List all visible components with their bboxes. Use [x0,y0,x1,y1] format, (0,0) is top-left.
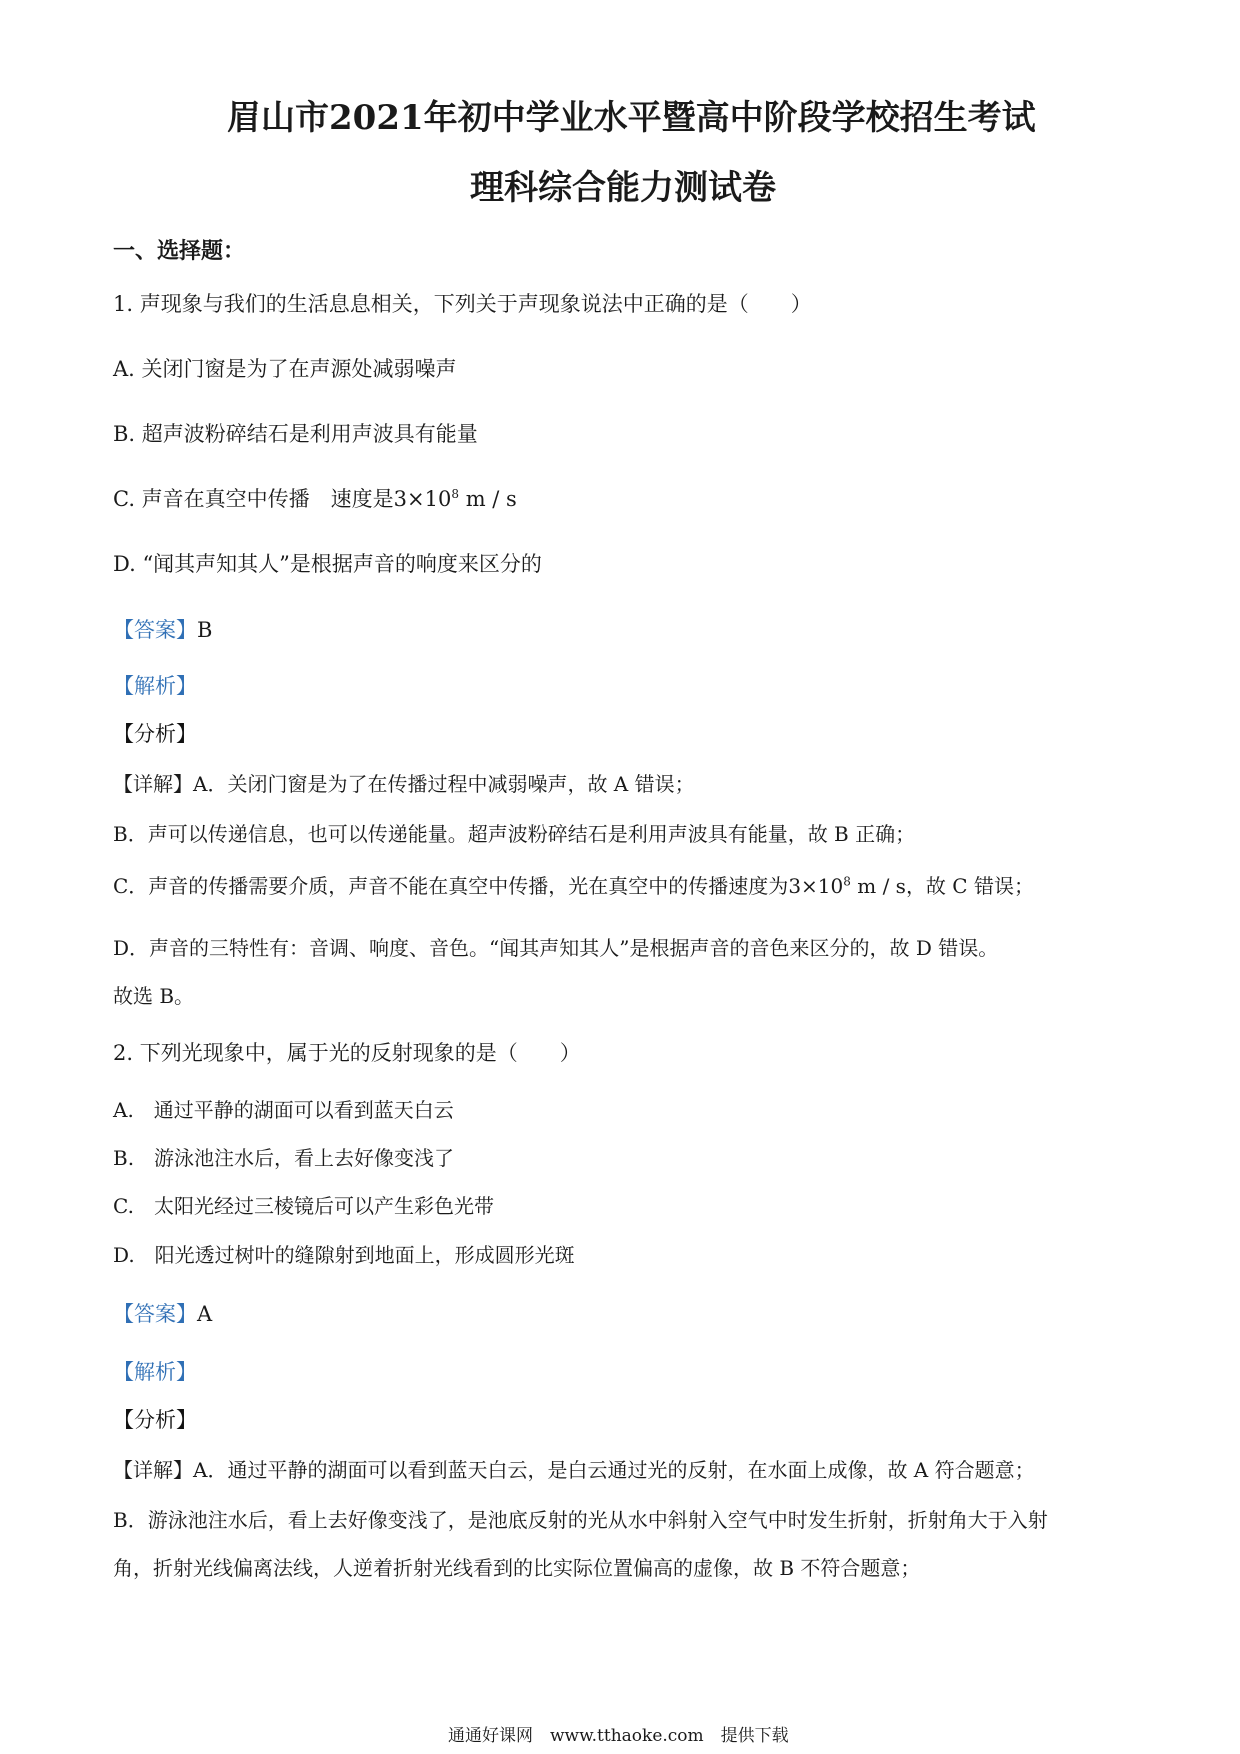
q1-option-b: B. 超声波粉碎结石是利用声波具有能量 [113,422,478,446]
q2-option-d: D. 阳光透过树叶的缝隙射到地面上，形成圆形光斑 [113,1243,575,1267]
exam-title: 眉山市2021年初中学业水平暨高中阶段学校招生考试 [227,98,1036,138]
q2-answer-tag: 【答案】 [113,1302,197,1326]
q1-analysis-tag: 【解析】 [113,674,197,698]
q1-fenxi-tag: 【分析】 [113,722,197,746]
footer-watermark: 通通好课网 www.tthaoke.com 提供下载 [448,1726,789,1746]
q2-detail-b-line1: B．游泳池注水后，看上去好像变浅了，是池底反射的光从水中斜射入空气中时发生折射，折射角大于入射 [113,1508,1048,1532]
q1-detail-d: D．声音的三特性有：音调、响度、音色。“闻其声知其人”是根据声音的音色来区分的，故 D 错误。 [113,936,999,960]
q2-analysis-tag: 【解析】 [113,1360,197,1384]
q2-answer [113,1302,212,1327]
q2-stem: 2. 下列光现象中，属于光的反射现象的是（ ） [113,1041,581,1065]
q1-detail-c: C．声音的传播需要介质，声音不能在真空中传播，光在真空中的传播速度为$3\times 10^8$ m / s，故 C 错误； [113,874,1034,898]
q1-answer [113,618,212,643]
q1-option-c-formula: $3\times 10^8$ m / s [393,487,517,511]
q2-option-c: C. 太阳光经过三棱镜后可以产生彩色光带 [113,1194,494,1218]
q2-fenxi-tag: 【分析】 [113,1408,197,1432]
q1-option-d: D. “闻其声知其人”是根据声音的响度来区分的 [113,552,542,576]
q1-stem: 1. 声现象与我们的生活息息相关，下列关于声现象说法中正确的是（ ） [113,292,812,316]
section-heading: 一、选择题： [113,238,246,264]
exam-subtitle: 理科综合能力测试卷 [470,168,776,208]
q1-answer-value: B [197,618,213,642]
q1-answer-tag: 【答案】 [113,618,197,642]
q1-option-c [113,487,517,512]
q1-detail-c-formula: $3\times 10^8$ m / s [788,874,906,898]
q2-detail-b-line2: 角，折射光线偏离法线，人逆着折射光线看到的比实际位置偏高的虚像，故 B 不符合题意； [113,1556,921,1580]
q2-option-b: B. 游泳池注水后，看上去好像变浅了 [113,1146,455,1170]
q2-answer-value: A [197,1302,213,1326]
q1-conclusion: 故选 B。 [113,984,195,1008]
q2-option-a: A. 通过平静的湖面可以看到蓝天白云 [113,1098,454,1122]
q1-detail-b: B．声可以传递信息，也可以传递能量。超声波粉碎结石是利用声波具有能量，故 B 正确； [113,822,916,846]
q1-detail-a: 【详解】A．关闭门窗是为了在传播过程中减弱噪声，故 A 错误； [113,772,695,796]
q1-option-a: A. 关闭门窗是为了在声源处减弱噪声 [113,357,457,381]
q1-option-c-text: C. 声音在真空中传播 速度是 [113,487,394,511]
q2-detail-a: 【详解】A．通过平静的湖面可以看到蓝天白云，是白云通过光的反射，在水面上成像，故 A 符合题意； [113,1458,1035,1482]
